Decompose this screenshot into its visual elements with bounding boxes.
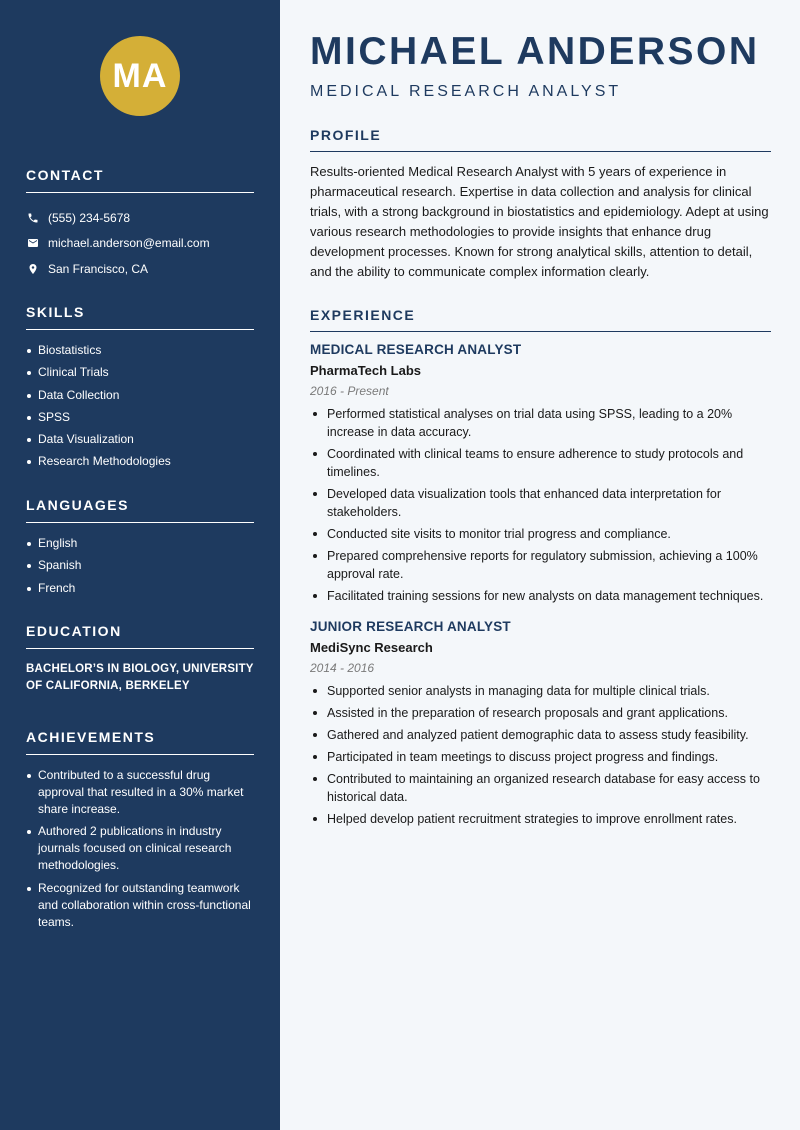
languages-list (26, 535, 254, 597)
achievement-item: Recognized for outstanding teamwork and collaboration within cross-functional teams. (26, 880, 254, 931)
phone-icon (26, 211, 40, 225)
achievement-item: Contributed to a successful drug approval that resulted in a 30% market share increase. (26, 767, 254, 818)
contact-phone-text: (555) 234-5678 (48, 210, 131, 225)
job-bullet: Contributed to maintaining an organized research database for easy access to historical data. (310, 770, 771, 806)
job-role: MEDICAL RESEARCH ANALYST (310, 342, 522, 357)
contact-email (26, 231, 254, 257)
job-entry (310, 619, 771, 828)
languages-section (26, 497, 254, 602)
skill-item: SPSS (26, 409, 254, 426)
contact-location-text: San Francisco, CA (48, 261, 149, 276)
language-item: French (26, 580, 254, 597)
job-bullet: Developed data visualization tools that enhanced data interpretation for stakeholders. (310, 485, 771, 521)
profile-section (310, 127, 771, 282)
job-dates: 2016 - Present (310, 384, 389, 398)
job-bullets (310, 405, 771, 605)
skill-item: Clinical Trials (26, 364, 254, 381)
job-role: JUNIOR RESEARCH ANALYST (310, 619, 511, 634)
sidebar (0, 0, 280, 1130)
skills-list (26, 342, 254, 470)
candidate-name: MICHAEL ANDERSON (310, 30, 760, 73)
achievement-item: Authored 2 publications in industry journals focused on clinical research methodologies. (26, 823, 254, 874)
education-section (26, 623, 254, 695)
achievements-section (26, 729, 254, 936)
skill-item: Data Visualization (26, 431, 254, 448)
skill-item: Data Collection (26, 387, 254, 404)
job-bullet: Conducted site visits to monitor trial progress and compliance. (310, 525, 771, 543)
job-bullet: Coordinated with clinical teams to ensure adherence to study protocols and timelines. (310, 445, 771, 481)
main-content (280, 0, 800, 1130)
job-bullet: Participated in team meetings to discuss project progress and findings. (310, 748, 771, 766)
languages-heading: LANGUAGES (26, 497, 254, 523)
skills-section (26, 304, 254, 476)
skill-item: Biostatistics (26, 342, 254, 359)
avatar: MA (100, 36, 180, 116)
job-company: PharmaTech Labs (310, 363, 422, 378)
experience-heading: EXPERIENCE (310, 307, 771, 332)
language-item: Spanish (26, 557, 254, 574)
job-dates: 2014 - 2016 (310, 661, 375, 675)
contact-phone (26, 205, 254, 231)
job-bullets (310, 682, 771, 828)
education-heading: EDUCATION (26, 623, 254, 649)
job-bullet: Gathered and analyzed patient demographic data to assess study feasibility. (310, 726, 771, 744)
profile-text: Results-oriented Medical Research Analyst with 5 years of experience in pharmaceutical research. Expertise in data collection and analysis for clinical trials, with a strong background in biostatistics and epidemiology. Adept at using various research methodologies to provide insights that enhance drug development processes. Known for strong analytical skills, attention to detail, and the ability to communicate complex information clearly. (310, 164, 769, 279)
experience-section (310, 307, 771, 842)
education-degree: BACHELOR’S IN BIOLOGY, UNIVERSITY OF CALIFORNIA, BERKELEY (26, 663, 254, 692)
skills-heading: SKILLS (26, 304, 254, 330)
job-bullet: Supported senior analysts in managing data for multiple clinical trials. (310, 682, 771, 700)
job-company: MediSync Research (310, 640, 433, 655)
candidate-title: MEDICAL RESEARCH ANALYST (310, 83, 622, 100)
job-bullet: Assisted in the preparation of research proposals and grant applications. (310, 704, 771, 722)
achievements-heading: ACHIEVEMENTS (26, 729, 254, 755)
contact-heading: CONTACT (26, 167, 254, 193)
language-item: English (26, 535, 254, 552)
job-entry (310, 342, 771, 605)
profile-heading: PROFILE (310, 127, 771, 152)
job-bullet: Prepared comprehensive reports for regulatory submission, achieving a 100% approval rate. (310, 547, 771, 583)
contact-section (26, 167, 254, 282)
email-icon (26, 236, 40, 250)
skill-item: Research Methodologies (26, 453, 254, 470)
location-pin-icon (26, 262, 40, 276)
job-bullet: Facilitated training sessions for new analysts on data management techniques. (310, 587, 771, 605)
achievements-list (26, 767, 254, 931)
job-bullet: Helped develop patient recruitment strategies to improve enrollment rates. (310, 810, 771, 828)
contact-location (26, 256, 254, 282)
job-bullet: Performed statistical analyses on trial data using SPSS, leading to a 20% increase in data accuracy. (310, 405, 771, 441)
contact-email-text: michael.anderson@email.com (48, 236, 210, 251)
